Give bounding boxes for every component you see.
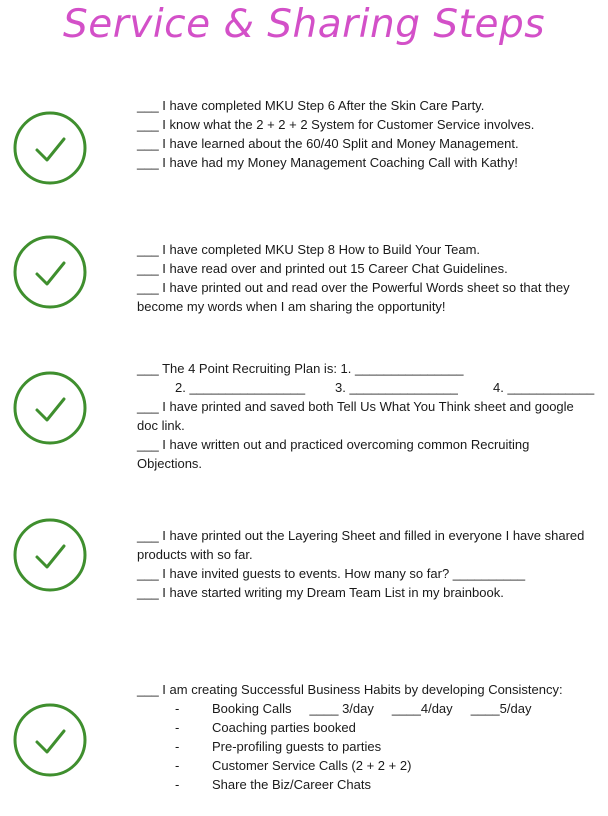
check-circle-icon [12,110,88,186]
check-circle-icon [12,234,88,310]
recruiting-plan-item-3: 3. _______________ [335,380,458,395]
bullet-marker: - [175,758,180,773]
checklist-item: ___ I know what the 2 + 2 + 2 System for Customer Service involves. [137,117,535,132]
habits-list-item: - Booking Calls ____ 3/day ____4/day ____5/day [137,699,595,718]
recruiting-plan-item-4: 4. ____________ [493,380,595,395]
checklist-item: ___ I have started writing my Dream Team List in my brainbook. [137,585,504,600]
checklist-item: ___ I have invited guests to events. How many so far? __________ [137,566,526,581]
habits-list-item: - Customer Service Calls (2 + 2 + 2) [137,756,595,775]
checklist-item: ___ I have printed out the Layering Sheet and filled in everyone I have shared products with so far. [137,528,585,562]
recruiting-plan-line: ___ The 4 Point Recruiting Plan is: 1. _______________ [137,361,464,376]
checklist-item: ___ I have written out and practiced overcoming common Recruiting Objections. [137,437,530,471]
checklist-item: ___ I have printed out and read over the Powerful Words sheet so that they become my words when I am sharing the opportunity! [137,280,570,314]
checklist-section-4 [137,526,595,602]
habits-list [137,699,595,794]
checklist-item: ___ I have had my Money Management Coaching Call with Kathy! [137,155,518,170]
checklist-item: ___ I have learned about the 60/40 Split and Money Management. [137,136,519,151]
bullet-marker: - [175,777,180,792]
check-circle-icon [12,517,88,593]
bullet-marker: - [175,720,180,735]
checklist-section-5 [137,680,595,794]
checklist-section-2 [137,240,595,316]
check-circle-icon [12,370,88,446]
page-title: Service & Sharing Steps [62,2,546,47]
recruiting-plan-item-2: 2. ________________ [175,380,306,395]
checklist-section-1 [137,96,595,172]
checklist-item: ___ I have read over and printed out 15 Career Chat Guidelines. [137,261,508,276]
check-circle-icon [12,702,88,778]
bullet-marker: - [175,739,180,754]
habits-list-item: - Coaching parties booked [137,718,595,737]
checklist-item: ___ I am creating Successful Business Habits by developing Consistency: [137,682,563,697]
habits-list-item: - Pre-profiling guests to parties [137,737,595,756]
checklist-item: ___ I have completed MKU Step 6 After the Skin Care Party. [137,98,485,113]
checklist-item: ___ I have completed MKU Step 8 How to Build Your Team. [137,242,481,257]
habits-list-item: - Share the Biz/Career Chats [137,775,595,794]
checklist-item: ___ I have printed and saved both Tell Us What You Think sheet and google doc link. [137,399,574,433]
recruiting-plan-items [137,378,595,397]
bullet-marker: - [175,701,180,716]
checklist-section-3 [137,359,595,473]
